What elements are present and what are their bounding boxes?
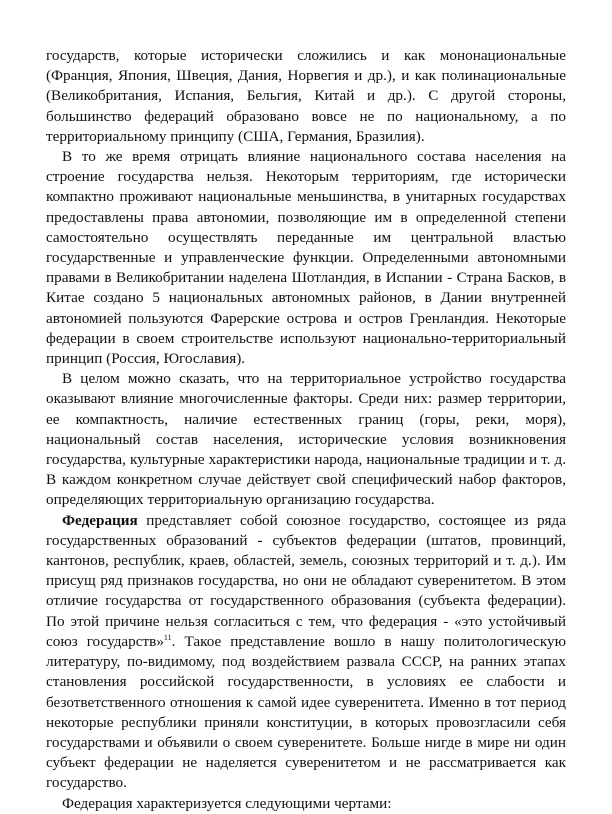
- term-federation: Федерация: [62, 511, 138, 529]
- paragraph-4-text-start: представляет собой союзное государство, состоящее из ряда государственных образований - субъектов федерации (штатов, провинций, кантонов, республик, краев, областей, земель, союзных территорий и т. д.). Им присущ ряд признаков государства, но они не обладают суверенитетом. В этом отличие государства от государственного образования (субъекта федерации). По этой причине нельзя согласиться с тем, что федерация - «это устойчивый союз государств»: [46, 511, 566, 650]
- paragraph-4-text-end: . Такое представление вошло в нашу политологическую литературу, по-видимому, под воздействием развала СССР, на ранних этапах становления российской государственности, в условиях ее слабости и безответственного отношения к самой идее суверенитета. Именно в тот период некоторые республики приняли конституции, в которых провозгласили себя государствами и объявили о своем суверенитете. Больше нигде в мире ни один субъект федерации не наделяется суверенитетом и не рассматривается как государство.: [46, 632, 566, 792]
- footnote-ref: 11: [163, 632, 172, 642]
- paragraph-2: В то же время отрицать влияние национального состава населения на строение государства нельзя. Некоторым территориям, где исторически компактно проживают национальные меньшинства, в унитарных государствах предоставлены права автономии, позволяющие им в определенной степени самостоятельно осуществлять переданные им центральной властью государственные и управленческие функции. Определенными автономными правами в Великобритании наделена Шотландия, в Испании - Страна Басков, в Китае создано 5 национальных автономных районов, в Дании внутренней автономией пользуются Фарерские острова и остров Гренландия. Некоторые федерации в своем строительстве используют национально-территориальный принцип (Россия, Югославия).: [46, 148, 566, 368]
- paragraph-5: Федерация характеризуется следующими чертами:: [62, 794, 392, 812]
- paragraph-1: государств, которые исторически сложились и как мононациональные (Франция, Япония, Швеция, Дания, Норвегия и др.), и как полинациональные (Великобритания, Испания, Бельгия, Китай и др.). С другой стороны, большинство федераций образовано вовсе не по национальному, а по территориальному принципу (США, Германия, Бразилия).: [46, 47, 566, 145]
- paragraph-3: В целом можно сказать, что на территориальное устройство государства оказывают влияние многочисленные факторы. Среди них: размер территории, ее компактность, наличие естественных границ (горы, реки, моря), национальный состав населения, исторические условия возникновения государства, культурные характеристики народа, национальные традиции и т. д. В каждом конкретном случае действует свой специфический набор факторов, определяющих территориальную организацию государства.: [46, 370, 566, 509]
- paragraph-4-federation-definition: [46, 511, 566, 794]
